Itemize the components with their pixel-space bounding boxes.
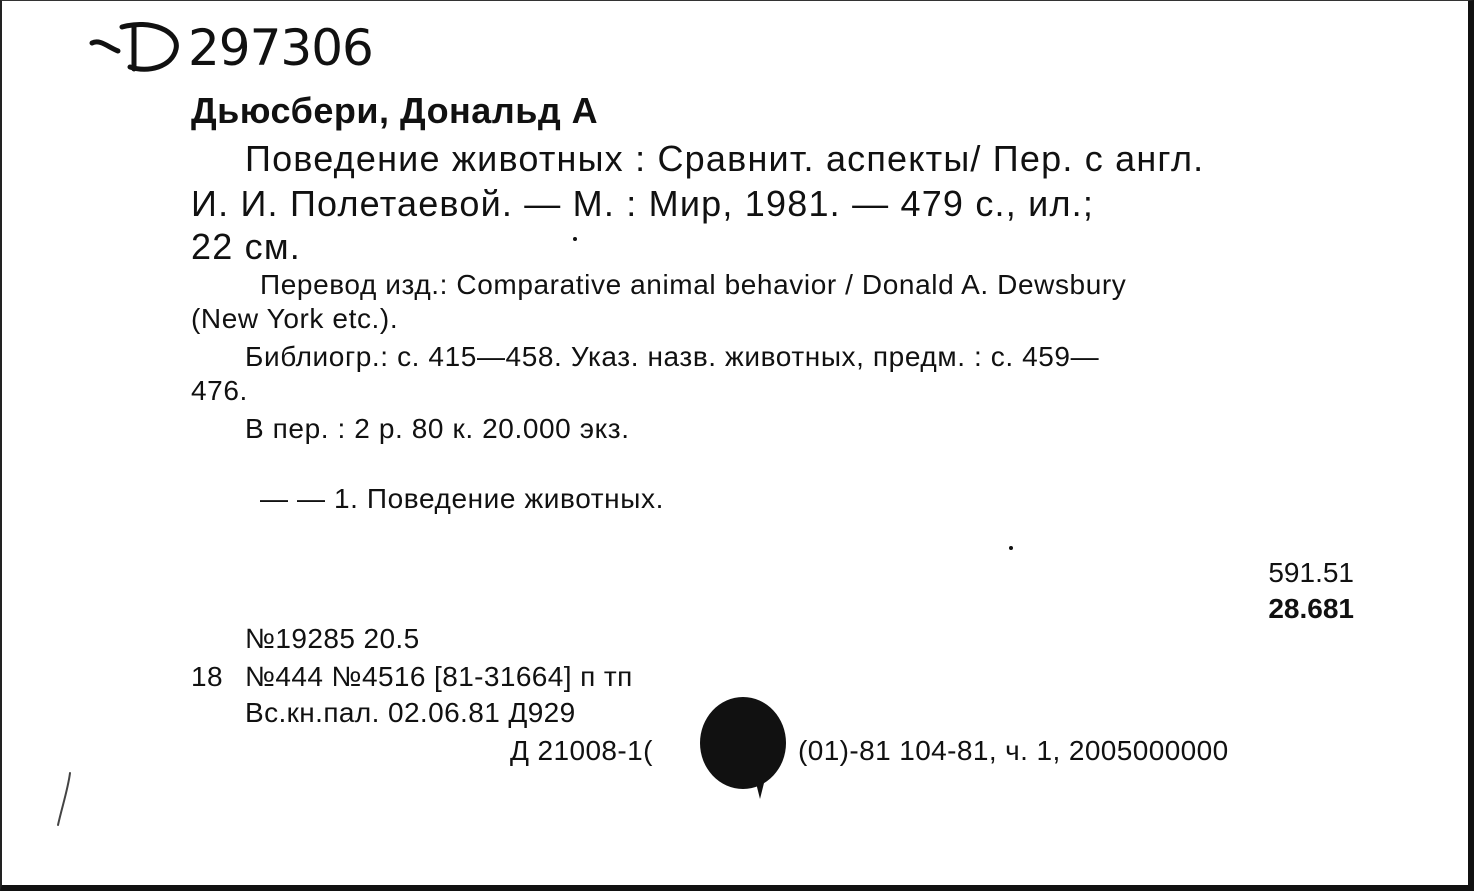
- ink-blot-stamp-icon: [698, 695, 790, 799]
- book-chamber-line: Вс.кн.пал. 02.06.81 Д929: [245, 697, 576, 728]
- catalog-line: №444 №4516 [81-31664] п тп: [245, 661, 633, 692]
- pencil-mark-icon: [54, 771, 74, 827]
- speck-dot-icon: [573, 237, 577, 241]
- title-line-2: И. И. Полетаевой. — М. : Мир, 1981. — 479 с., ил.;: [191, 183, 1095, 224]
- catalog-line-prefix: 18: [191, 661, 223, 692]
- index-code-right: (01)-81 104-81, ч. 1, 2005000000: [798, 735, 1229, 766]
- index-code-left: Д 21008-1(: [510, 735, 653, 766]
- translation-note-line-2: (New York etc.).: [191, 303, 399, 334]
- speck-dot-icon: [1009, 546, 1013, 550]
- author-heading: Дьюсбери, Дональд А: [191, 90, 599, 131]
- title-line-3: 22 см.: [191, 226, 301, 267]
- bbk-code: 28.681: [1268, 593, 1354, 624]
- bibliography-line-1: Библиогр.: с. 415—458. Указ. назв. животных, предм. : с. 459—: [245, 341, 1100, 372]
- translation-note-line-1: Перевод изд.: Comparative animal behavior / Donald A. Dewsbury: [260, 269, 1127, 300]
- registration-number: №19285 20.5: [245, 623, 420, 654]
- price-line: В пер. : 2 р. 80 к. 20.000 экз.: [245, 413, 630, 444]
- subject-heading-line: — — 1. Поведение животных.: [260, 483, 664, 514]
- bibliography-line-2: 476.: [191, 375, 248, 406]
- handwritten-d-mark-icon: [88, 17, 183, 77]
- title-line-1: Поведение животных : Сравнит. аспекты/ Пер. с англ.: [245, 138, 1205, 179]
- udc-code: 591.51: [1268, 557, 1354, 588]
- card-number: 297306: [188, 19, 373, 77]
